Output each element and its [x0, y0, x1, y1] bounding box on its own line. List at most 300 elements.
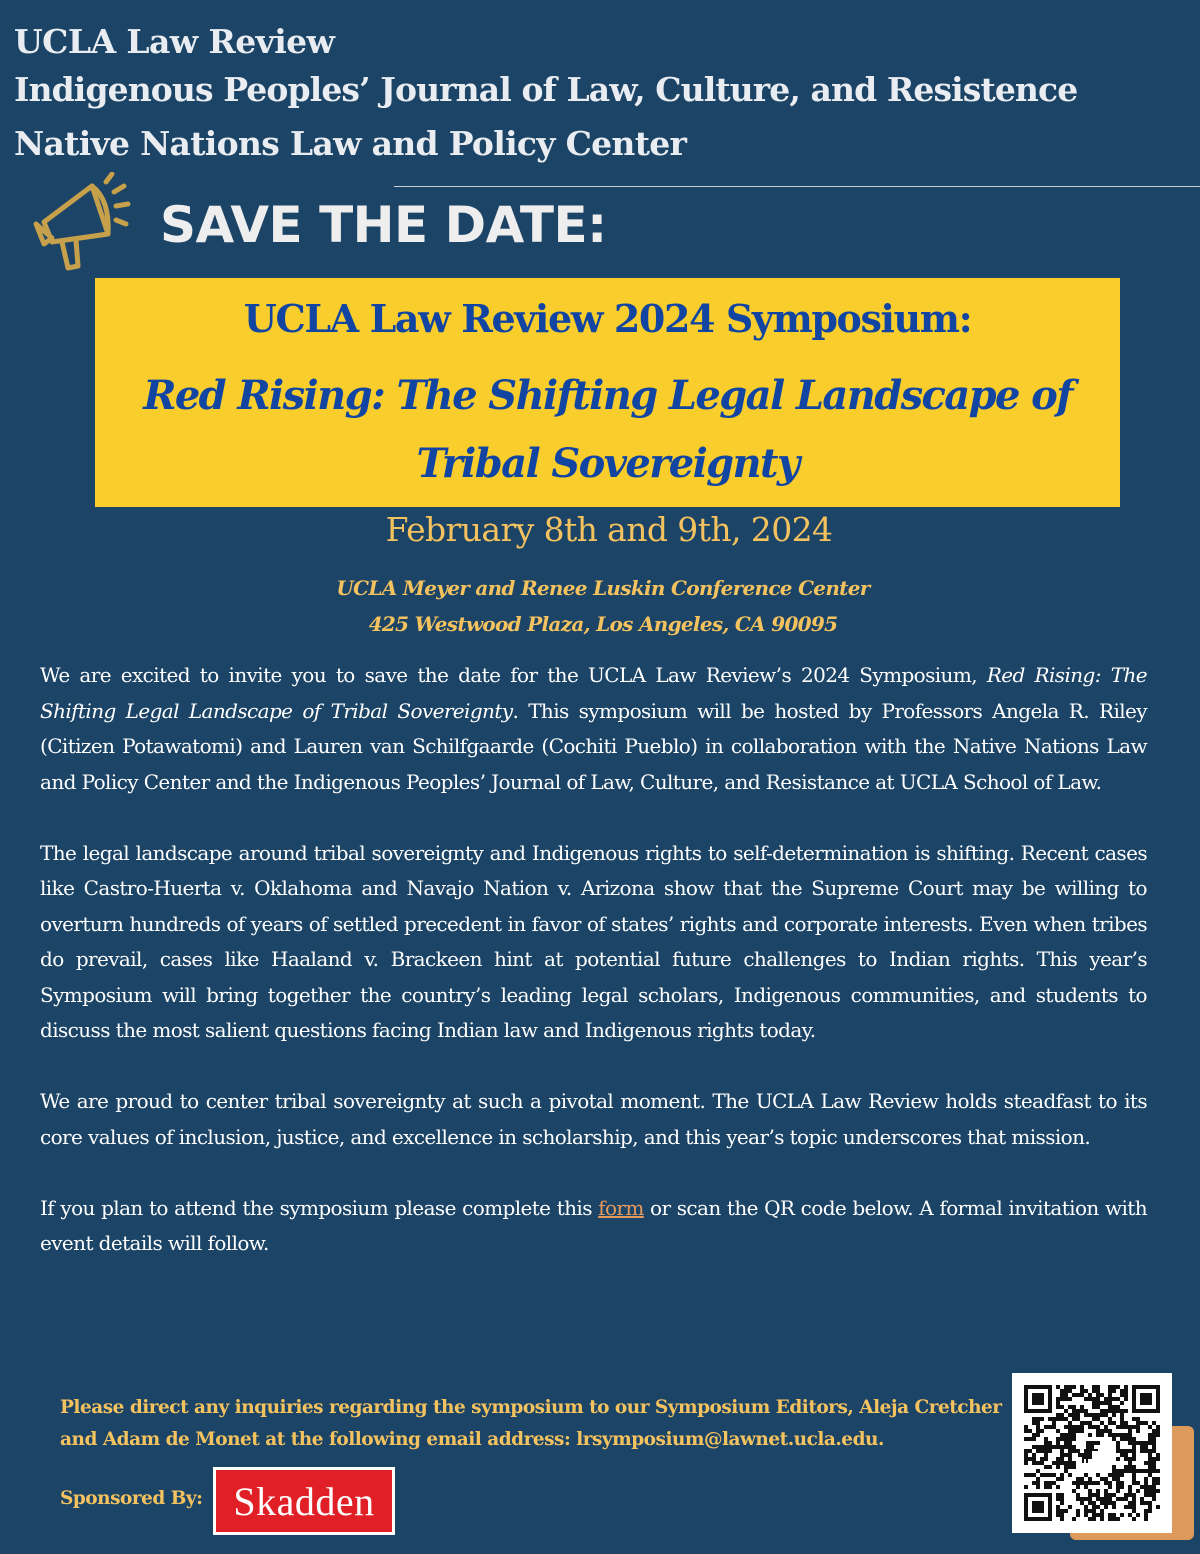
- qr-module: [1060, 1417, 1064, 1421]
- qr-module: [1040, 1473, 1044, 1477]
- qr-module: [1080, 1393, 1084, 1397]
- qr-module: [1024, 1449, 1028, 1453]
- qr-module: [1140, 1497, 1144, 1501]
- qr-module: [1152, 1449, 1156, 1453]
- qr-module: [1068, 1449, 1072, 1453]
- qr-module: [1036, 1417, 1040, 1421]
- qr-module: [1044, 1465, 1048, 1469]
- qr-module: [1032, 1421, 1036, 1425]
- qr-module: [1100, 1393, 1104, 1397]
- qr-module: [1128, 1465, 1132, 1469]
- qr-module: [1080, 1421, 1084, 1425]
- sponsor-logo-text: Skadden: [216, 1470, 392, 1532]
- qr-module: [1032, 1437, 1036, 1441]
- p1-text-b: . This symposium will be hosted by Professors Angela R. Riley (Citizen Potawatomi) and Lauren van Schilfgaarde (Cochiti Pueblo) in collaboration with the Native Nations Law and Policy Center and the Indigenous Peoples’ Journal of Law, Culture, and Resistance at UCLA School of Law.: [40, 698, 1147, 794]
- qr-module: [1056, 1477, 1060, 1481]
- qr-module: [1076, 1497, 1080, 1501]
- qr-module: [1052, 1473, 1056, 1477]
- qr-module: [1144, 1509, 1148, 1513]
- qr-module: [1064, 1437, 1068, 1441]
- qr-module: [1064, 1393, 1068, 1397]
- qr-module: [1132, 1497, 1136, 1501]
- qr-module: [1120, 1453, 1124, 1457]
- qr-module: [1048, 1445, 1052, 1449]
- qr-module: [1144, 1477, 1148, 1481]
- qr-module: [1048, 1481, 1052, 1485]
- qr-module: [1072, 1413, 1076, 1417]
- qr-module: [1136, 1417, 1140, 1421]
- qr-module: [1100, 1401, 1104, 1405]
- qr-module: [1076, 1417, 1080, 1421]
- qr-module: [1108, 1429, 1112, 1433]
- qr-module: [1064, 1385, 1068, 1389]
- qr-module: [1132, 1445, 1136, 1449]
- qr-module: [1056, 1445, 1060, 1449]
- qr-module: [1060, 1517, 1064, 1521]
- qr-module: [1068, 1437, 1072, 1441]
- rsvp-form-link[interactable]: form: [598, 1195, 644, 1220]
- qr-module: [1124, 1493, 1128, 1497]
- qr-module: [1072, 1461, 1076, 1465]
- qr-module: [1112, 1405, 1116, 1409]
- qr-module: [1104, 1493, 1108, 1497]
- qr-module: [1104, 1481, 1108, 1485]
- qr-finder-square: [1032, 1501, 1044, 1513]
- qr-module: [1056, 1413, 1060, 1417]
- qr-module: [1148, 1465, 1152, 1469]
- qr-module: [1120, 1389, 1124, 1393]
- qr-module: [1076, 1485, 1080, 1489]
- symposium-title: UCLA Law Review 2024 Symposium:: [243, 296, 972, 341]
- qr-module: [1092, 1401, 1096, 1405]
- qr-module: [1116, 1517, 1120, 1521]
- qr-module: [1096, 1393, 1100, 1397]
- qr-module: [1032, 1433, 1036, 1437]
- qr-module: [1148, 1441, 1152, 1445]
- qr-module: [1056, 1457, 1060, 1461]
- qr-module: [1100, 1477, 1104, 1481]
- qr-module: [1140, 1469, 1144, 1473]
- qr-module: [1092, 1389, 1096, 1393]
- qr-module: [1084, 1413, 1088, 1417]
- qr-module: [1076, 1509, 1080, 1513]
- qr-module: [1108, 1433, 1112, 1437]
- qr-module: [1104, 1425, 1108, 1429]
- qr-module: [1136, 1421, 1140, 1425]
- qr-code[interactable]: [1012, 1373, 1172, 1533]
- qr-module: [1096, 1413, 1100, 1417]
- qr-module: [1116, 1485, 1120, 1489]
- qr-module: [1104, 1429, 1108, 1433]
- qr-module: [1140, 1441, 1144, 1445]
- qr-module: [1140, 1449, 1144, 1453]
- qr-module: [1148, 1433, 1152, 1437]
- qr-module: [1124, 1505, 1128, 1509]
- qr-module: [1040, 1457, 1044, 1461]
- qr-module: [1024, 1425, 1028, 1429]
- qr-module: [1024, 1461, 1028, 1465]
- sponsored-by-label: Sponsored By:: [60, 1488, 203, 1509]
- qr-module: [1116, 1425, 1120, 1429]
- qr-module: [1028, 1437, 1032, 1441]
- qr-module: [1064, 1509, 1068, 1513]
- qr-module: [1112, 1409, 1116, 1413]
- qr-module: [1152, 1437, 1156, 1441]
- qr-module: [1096, 1493, 1100, 1497]
- qr-module: [1132, 1493, 1136, 1497]
- qr-module: [1148, 1509, 1152, 1513]
- qr-module: [1080, 1481, 1084, 1485]
- qr-module: [1124, 1437, 1128, 1441]
- qr-module: [1064, 1461, 1068, 1465]
- qr-module: [1124, 1409, 1128, 1413]
- qr-module: [1120, 1409, 1124, 1413]
- qr-module: [1092, 1505, 1096, 1509]
- qr-module: [1060, 1437, 1064, 1441]
- qr-module: [1124, 1397, 1128, 1401]
- qr-module: [1100, 1421, 1104, 1425]
- qr-module: [1108, 1385, 1112, 1389]
- qr-module: [1032, 1481, 1036, 1485]
- qr-module: [1096, 1513, 1100, 1517]
- qr-module: [1120, 1433, 1124, 1437]
- qr-module: [1044, 1425, 1048, 1429]
- qr-module: [1048, 1441, 1052, 1445]
- qr-module: [1060, 1397, 1064, 1401]
- qr-module: [1040, 1461, 1044, 1465]
- qr-module: [1072, 1489, 1076, 1493]
- qr-module: [1120, 1485, 1124, 1489]
- qr-module: [1072, 1449, 1076, 1453]
- qr-module: [1056, 1513, 1060, 1517]
- inquiry-note: Please direct any inquiries regarding the symposium to our Symposium Editors, Aleja Cretcher and Adam de Monet at the following email address: lrsymposium@lawnet.ucla.edu.: [60, 1397, 1002, 1450]
- qr-module: [1060, 1477, 1064, 1481]
- qr-module: [1152, 1421, 1156, 1425]
- qr-module: [1068, 1465, 1072, 1469]
- qr-module: [1056, 1429, 1060, 1433]
- qr-module: [1128, 1489, 1132, 1493]
- qr-module: [1112, 1477, 1116, 1481]
- qr-module: [1132, 1453, 1136, 1457]
- qr-module: [1036, 1461, 1040, 1465]
- qr-module: [1040, 1429, 1044, 1433]
- qr-module: [1156, 1477, 1160, 1481]
- qr-module: [1124, 1425, 1128, 1429]
- qr-module: [1144, 1489, 1148, 1493]
- qr-module: [1120, 1393, 1124, 1397]
- qr-module: [1068, 1445, 1072, 1449]
- qr-module: [1152, 1497, 1156, 1501]
- qr-module: [1148, 1473, 1152, 1477]
- qr-module: [1072, 1433, 1076, 1437]
- event-date: February 8th and 9th, 2024: [385, 510, 833, 549]
- qr-module: [1096, 1481, 1100, 1485]
- org-ucla-law-review: UCLA Law Review: [14, 22, 335, 61]
- qr-module: [1088, 1481, 1092, 1485]
- qr-module: [1056, 1485, 1060, 1489]
- qr-module: [1132, 1437, 1136, 1441]
- venue-name: UCLA Meyer and Renee Luskin Conference Center: [336, 576, 870, 600]
- qr-module: [1096, 1405, 1100, 1409]
- qr-module: [1124, 1449, 1128, 1453]
- qr-module: [1084, 1485, 1088, 1489]
- qr-module: [1132, 1425, 1136, 1429]
- qr-module: [1112, 1465, 1116, 1469]
- qr-module: [1080, 1429, 1084, 1433]
- qr-module: [1132, 1441, 1136, 1445]
- qr-module: [1108, 1481, 1112, 1485]
- qr-module: [1084, 1497, 1088, 1501]
- qr-module: [1076, 1425, 1080, 1429]
- qr-module: [1072, 1517, 1076, 1521]
- qr-module: [1064, 1445, 1068, 1449]
- qr-module: [1096, 1401, 1100, 1405]
- qr-module: [1068, 1457, 1072, 1461]
- p1-text-a: We are excited to invite you to save the date for the UCLA Law Review’s 2024 Symposium,: [40, 663, 977, 687]
- qr-module: [1108, 1393, 1112, 1397]
- qr-module: [1092, 1405, 1096, 1409]
- qr-module: [1064, 1389, 1068, 1393]
- qr-module: [1112, 1501, 1116, 1505]
- qr-module: [1152, 1441, 1156, 1445]
- qr-module: [1116, 1441, 1120, 1445]
- header-divider: [394, 186, 1200, 187]
- qr-module: [1092, 1481, 1096, 1485]
- qr-module: [1124, 1469, 1128, 1473]
- qr-module: [1044, 1441, 1048, 1445]
- qr-module: [1116, 1397, 1120, 1401]
- venue-address: 425 Westwood Plaza, Los Angeles, CA 90095: [368, 612, 838, 636]
- qr-module: [1128, 1433, 1132, 1437]
- qr-module: [1060, 1393, 1064, 1397]
- qr-module: [1108, 1493, 1112, 1497]
- qr-module: [1148, 1493, 1152, 1497]
- qr-module: [1064, 1469, 1068, 1473]
- qr-module: [1152, 1489, 1156, 1493]
- qr-module: [1144, 1445, 1148, 1449]
- qr-module: [1068, 1461, 1072, 1465]
- qr-module: [1108, 1417, 1112, 1421]
- qr-module: [1064, 1441, 1068, 1445]
- qr-module: [1064, 1425, 1068, 1429]
- qr-module: [1032, 1473, 1036, 1477]
- qr-module: [1116, 1405, 1120, 1409]
- qr-module: [1088, 1493, 1092, 1497]
- qr-module: [1128, 1513, 1132, 1517]
- qr-module: [1144, 1449, 1148, 1453]
- qr-module: [1120, 1513, 1124, 1517]
- qr-module: [1092, 1493, 1096, 1497]
- qr-module: [1144, 1501, 1148, 1505]
- qr-module: [1068, 1421, 1072, 1425]
- qr-module: [1132, 1417, 1136, 1421]
- qr-module: [1152, 1485, 1156, 1489]
- qr-module: [1136, 1489, 1140, 1493]
- qr-module: [1132, 1457, 1136, 1461]
- qr-module: [1120, 1417, 1124, 1421]
- qr-module: [1072, 1445, 1076, 1449]
- qr-module: [1044, 1449, 1048, 1453]
- qr-module: [1068, 1473, 1072, 1477]
- p4-text-a: If you plan to attend the symposium please complete this: [40, 1195, 592, 1220]
- qr-module: [1132, 1517, 1136, 1521]
- qr-module: [1076, 1513, 1080, 1517]
- qr-module: [1056, 1493, 1060, 1497]
- qr-module: [1060, 1457, 1064, 1461]
- qr-module: [1072, 1429, 1076, 1433]
- qr-module: [1108, 1389, 1112, 1393]
- qr-module: [1032, 1417, 1036, 1421]
- qr-module: [1064, 1465, 1068, 1469]
- qr-module: [1116, 1469, 1120, 1473]
- paragraph-1: [40, 658, 1147, 800]
- qr-module: [1096, 1489, 1100, 1493]
- qr-module: [1028, 1429, 1032, 1433]
- qr-module: [1056, 1437, 1060, 1441]
- paragraph-2: The legal landscape around tribal sovereignty and Indigenous rights to self-determination is shifting. Recent cases like Castro-Huerta v. Oklahoma and Navajo Nation v. Arizona show that the Supreme Court may be willing to overturn hundreds of years of settled precedent in favor of states’ rights and corporate interests. Even when tribes do prevail, cases like Haaland v. Brackeen hint at potential future challenges to Indian rights. This year’s Symposium will bring together the country’s leading legal scholars, Indigenous communities, and students to discuss the most salient questions facing Indian law and Indigenous rights today.: [40, 840, 1147, 1042]
- qr-module: [1116, 1385, 1120, 1389]
- qr-module: [1112, 1421, 1116, 1425]
- qr-module: [1040, 1417, 1044, 1421]
- qr-module: [1072, 1465, 1076, 1469]
- qr-module: [1156, 1469, 1160, 1473]
- qr-module: [1060, 1445, 1064, 1449]
- qr-module: [1148, 1453, 1152, 1457]
- qr-module: [1128, 1429, 1132, 1433]
- qr-module: [1108, 1421, 1112, 1425]
- qr-module: [1096, 1473, 1100, 1477]
- qr-module: [1108, 1517, 1112, 1521]
- qr-module: [1044, 1485, 1048, 1489]
- qr-module: [1092, 1513, 1096, 1517]
- p1-symposium-title: Red Rising: The Shifting Legal Landscape of Tribal Sovereignty: [40, 663, 1147, 723]
- qr-finder-square: [1140, 1393, 1152, 1405]
- qr-module: [1060, 1501, 1064, 1505]
- qr-module: [1048, 1465, 1052, 1469]
- qr-module: [1136, 1429, 1140, 1433]
- megaphone-icon: [30, 172, 134, 276]
- qr-module: [1092, 1385, 1096, 1389]
- qr-module: [1100, 1413, 1104, 1417]
- qr-module: [1044, 1473, 1048, 1477]
- qr-module: [1156, 1489, 1160, 1493]
- qr-module: [1068, 1397, 1072, 1401]
- qr-module: [1092, 1397, 1096, 1401]
- qr-module: [1076, 1477, 1080, 1481]
- qr-module: [1140, 1445, 1144, 1449]
- qr-module: [1100, 1517, 1104, 1521]
- qr-module: [1048, 1449, 1052, 1453]
- qr-module: [1096, 1505, 1100, 1509]
- qr-module: [1128, 1461, 1132, 1465]
- qr-module: [1024, 1437, 1028, 1441]
- qr-module: [1120, 1425, 1124, 1429]
- qr-module: [1112, 1505, 1116, 1509]
- qr-module: [1116, 1477, 1120, 1481]
- qr-module: [1080, 1497, 1084, 1501]
- qr-module: [1104, 1409, 1108, 1413]
- qr-module: [1120, 1497, 1124, 1501]
- qr-module: [1124, 1421, 1128, 1425]
- qr-module: [1060, 1389, 1064, 1393]
- qr-module: [1028, 1457, 1032, 1461]
- qr-module: [1116, 1457, 1120, 1461]
- qr-module: [1120, 1401, 1124, 1405]
- qr-module: [1144, 1441, 1148, 1445]
- qr-module: [1104, 1397, 1108, 1401]
- qr-module: [1088, 1501, 1092, 1505]
- qr-module: [1152, 1481, 1156, 1485]
- qr-module: [1116, 1489, 1120, 1493]
- qr-module: [1088, 1489, 1092, 1493]
- qr-module: [1080, 1405, 1084, 1409]
- qr-module: [1024, 1485, 1028, 1489]
- qr-module: [1088, 1397, 1092, 1401]
- qr-module: [1056, 1441, 1060, 1445]
- qr-module: [1060, 1461, 1064, 1465]
- qr-module: [1128, 1457, 1132, 1461]
- qr-module: [1052, 1481, 1056, 1485]
- qr-module: [1148, 1485, 1152, 1489]
- qr-module: [1092, 1509, 1096, 1513]
- qr-module: [1032, 1461, 1036, 1465]
- qr-module: [1120, 1469, 1124, 1473]
- qr-module: [1124, 1389, 1128, 1393]
- qr-module: [1136, 1425, 1140, 1429]
- qr-module: [1144, 1513, 1148, 1517]
- qr-module: [1056, 1401, 1060, 1405]
- qr-module: [1100, 1513, 1104, 1517]
- qr-module: [1156, 1425, 1160, 1429]
- qr-module: [1144, 1481, 1148, 1485]
- qr-module: [1132, 1449, 1136, 1453]
- qr-module: [1068, 1433, 1072, 1437]
- qr-module: [1124, 1433, 1128, 1437]
- qr-module: [1108, 1401, 1112, 1405]
- symposium-banner: [95, 278, 1120, 507]
- qr-module: [1100, 1409, 1104, 1413]
- qr-module: [1116, 1497, 1120, 1501]
- p4-text-b: or scan the QR code below. A formal invitation with event details will follow.: [40, 1195, 1148, 1255]
- qr-module: [1060, 1513, 1064, 1517]
- org-native-nations-center: Native Nations Law and Policy Center: [14, 124, 687, 163]
- qr-module: [1104, 1505, 1108, 1509]
- qr-module: [1152, 1429, 1156, 1433]
- qr-module: [1052, 1421, 1056, 1425]
- qr-module: [1148, 1449, 1152, 1453]
- qr-module: [1088, 1393, 1092, 1397]
- qr-module: [1060, 1433, 1064, 1437]
- qr-module: [1040, 1445, 1044, 1449]
- qr-module: [1136, 1469, 1140, 1473]
- qr-module: [1112, 1385, 1116, 1389]
- qr-module: [1132, 1469, 1136, 1473]
- qr-module: [1140, 1501, 1144, 1505]
- qr-module: [1060, 1509, 1064, 1513]
- qr-module: [1156, 1433, 1160, 1437]
- qr-module: [1076, 1481, 1080, 1485]
- qr-module: [1152, 1469, 1156, 1473]
- qr-module: [1056, 1509, 1060, 1513]
- qr-module: [1044, 1453, 1048, 1457]
- qr-module: [1116, 1433, 1120, 1437]
- qr-module: [1144, 1517, 1148, 1521]
- qr-module: [1036, 1433, 1040, 1437]
- qr-module: [1128, 1449, 1132, 1453]
- qr-module: [1148, 1457, 1152, 1461]
- qr-module: [1140, 1421, 1144, 1425]
- qr-module: [1108, 1473, 1112, 1477]
